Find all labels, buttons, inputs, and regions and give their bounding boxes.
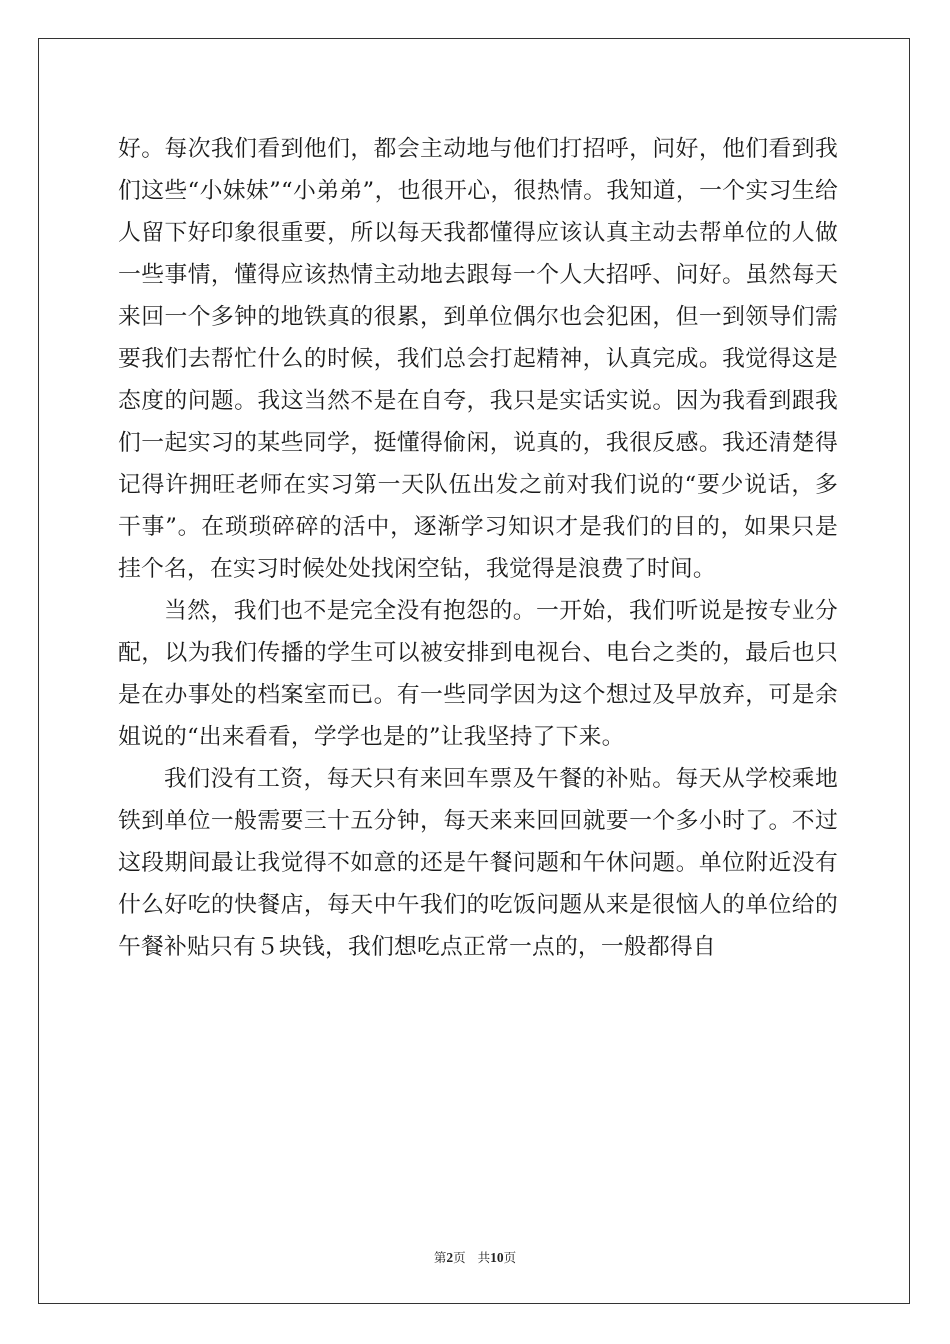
footer-total-pages: 10 bbox=[490, 1250, 504, 1265]
footer-page-suffix: 页 bbox=[453, 1250, 466, 1265]
document-body bbox=[118, 128, 838, 968]
paragraph-2: 当然，我们也不是完全没有抱怨的。一开始，我们听说是按专业分配，以为我们传播的学生可以被安排到电视台、电台之类的，最后也只是在办事处的档案室而已。有一些同学因为这个想过及早放弃，可是余姐说的“出来看看，学学也是的”让我坚持了下来。 bbox=[118, 598, 838, 750]
paragraph-3: 我们没有工资，每天只有来回车票及午餐的补贴。每天从学校乘地铁到单位一般需要三十五分钟，每天来来回回就要一个多小时了。不过这段期间最让我觉得不如意的还是午餐问题和午休问题。单位附近没有什么好吃的快餐店，每天中午我们的吃饭问题从来是很恼人的单位给的午餐补贴只有５块钱，我们想吃点正常一点的，一般都得自 bbox=[118, 766, 838, 960]
footer-page-number: 2 bbox=[446, 1250, 454, 1265]
footer-prefix: 第 bbox=[433, 1250, 447, 1265]
footer-total-prefix: 共 bbox=[477, 1250, 491, 1265]
footer-total-suffix: 页 bbox=[503, 1250, 517, 1265]
page-footer bbox=[0, 1248, 950, 1266]
paragraph-1: 好。每次我们看到他们，都会主动地与他们打招呼，问好，他们看到我们这些“小妹妹”“小弟弟”，也很开心，很热情。我知道，一个实习生给人留下好印象很重要，所以每天我都懂得应该认真主动去帮单位的人做一些事情，懂得应该热情主动地去跟每一个人大招呼、问好。虽然每天来回一个多钟的地铁真的很累，到单位偶尔也会犯困，但一到领导们需要我们去帮忙什么的时候，我们总会打起精神，认真完成。我觉得这是态度的问题。我这当然不是在自夸，我只是实话实说。因为我看到跟我们一起实习的某些同学，挺懂得偷闲，说真的，我很反感。我还清楚得记得许拥旺老师在实习第一天队伍出发之前对我们说的“要少说话，多干事”。在琐琐碎碎的活中，逐渐学习知识才是我们的目的，如果只是挂个名，在实习时候处处找闲空钻，我觉得是浪费了时间。 bbox=[118, 136, 838, 582]
